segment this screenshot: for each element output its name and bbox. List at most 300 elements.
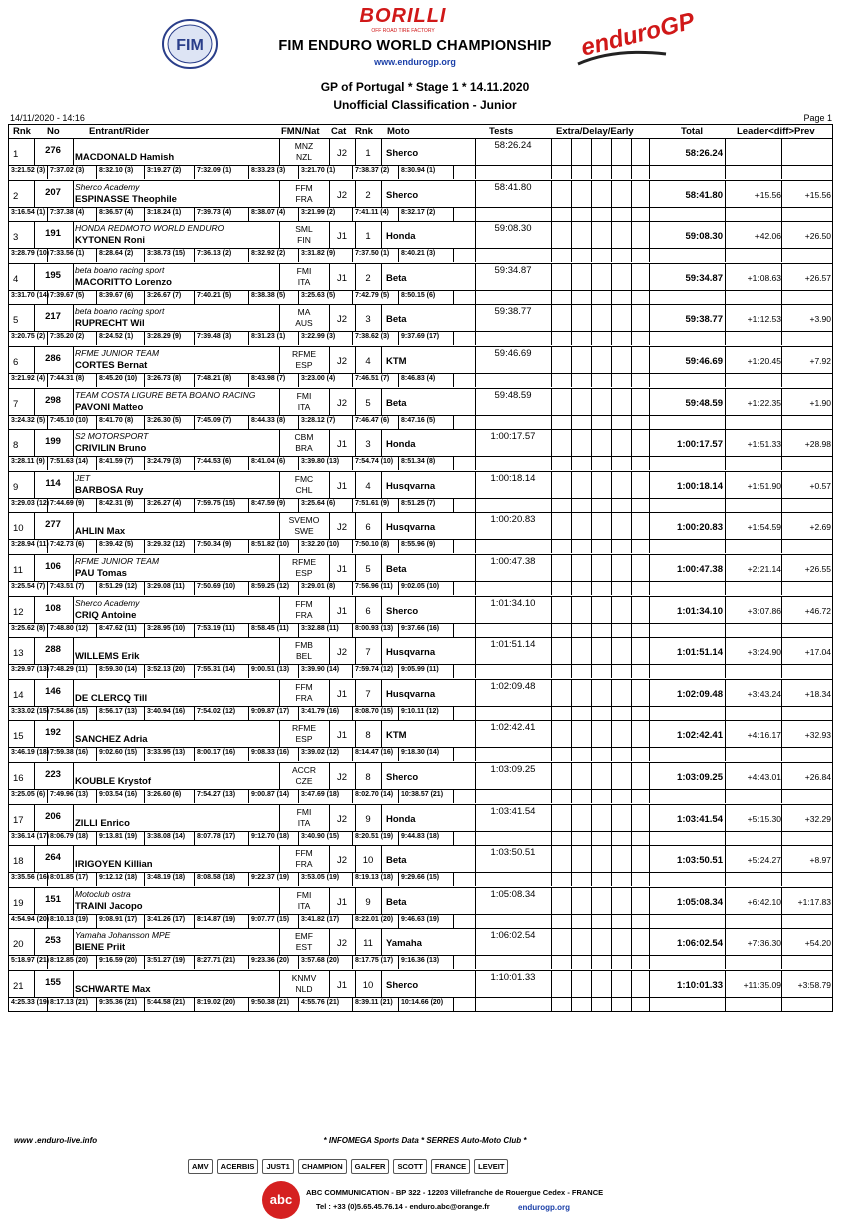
championship-title: FIM ENDURO WORLD CHAMPIONSHIP xyxy=(278,38,552,54)
column-divider xyxy=(571,581,572,595)
split-time: 8:56.17 (13) xyxy=(99,707,138,715)
fmn-code: EMF xyxy=(295,931,313,942)
column-divider xyxy=(34,971,35,997)
column-divider xyxy=(591,680,592,706)
split-time: 3:41.79 (16) xyxy=(301,707,340,715)
split-time: 3:28.12 (7) xyxy=(301,416,336,424)
column-divider xyxy=(47,415,48,429)
column-divider xyxy=(551,373,552,387)
column-divider xyxy=(571,664,572,678)
column-divider xyxy=(398,456,399,470)
column-divider xyxy=(475,997,476,1011)
column-divider xyxy=(298,331,299,345)
column-divider xyxy=(352,664,353,678)
column-divider xyxy=(725,305,726,331)
column-divider xyxy=(475,664,476,678)
category-cell: J2 xyxy=(336,647,348,659)
column-divider xyxy=(781,222,782,248)
column-divider xyxy=(611,747,612,761)
split-times-line xyxy=(9,456,832,470)
column-divider xyxy=(725,222,726,248)
column-divider xyxy=(248,290,249,304)
sponsor-logo: JUST1 xyxy=(262,1159,293,1174)
split-time: 9:09.87 (17) xyxy=(251,707,290,715)
split-time: 8:07.78 (17) xyxy=(197,832,236,840)
column-divider xyxy=(551,929,552,955)
fmn-code: FMB xyxy=(295,640,313,651)
column-divider xyxy=(96,747,97,761)
rank-cell: 6 xyxy=(13,356,19,368)
column-divider xyxy=(571,539,572,553)
column-divider xyxy=(96,831,97,845)
split-time: 7:44.69 (9) xyxy=(50,499,85,507)
rider-name: KOUBLE Krystof xyxy=(75,775,152,787)
column-divider xyxy=(475,331,476,345)
column-divider xyxy=(551,139,552,165)
column-divider xyxy=(398,498,399,512)
split-time: 4:55.76 (21) xyxy=(301,998,340,1006)
column-divider xyxy=(475,539,476,553)
column-divider xyxy=(611,415,612,429)
result-main-line xyxy=(9,513,832,540)
column-divider xyxy=(96,997,97,1011)
column-divider xyxy=(781,789,782,803)
column-divider xyxy=(571,139,572,165)
split-time: 8:42.31 (9) xyxy=(99,499,134,507)
result-main-line xyxy=(9,721,832,748)
column-divider xyxy=(781,831,782,845)
column-divider xyxy=(329,638,330,664)
column-divider xyxy=(649,706,650,720)
nation-code: FRA xyxy=(295,859,313,870)
header-fmn: FMN/Nat xyxy=(281,126,320,137)
column-divider xyxy=(725,264,726,290)
category-cell: J2 xyxy=(336,855,348,867)
tests-time: 1:00:18.14 xyxy=(490,472,536,484)
column-divider xyxy=(73,680,74,706)
svg-text:FIM: FIM xyxy=(176,37,204,54)
category-cell: J1 xyxy=(336,480,348,492)
split-time: 3:29.32 (12) xyxy=(147,541,186,549)
tests-time: 59:08.30 xyxy=(494,223,532,235)
borilli-tagline: OFF ROAD TIRE FACTORY xyxy=(371,28,435,34)
table-row xyxy=(8,222,833,264)
column-divider xyxy=(551,181,552,207)
category-rank-cell: 7 xyxy=(365,647,371,659)
column-divider xyxy=(725,623,726,637)
nation-code: FRA xyxy=(295,692,313,703)
split-times-line xyxy=(9,789,832,803)
result-main-line xyxy=(9,264,832,291)
column-divider xyxy=(329,929,330,955)
column-divider xyxy=(591,264,592,290)
column-divider xyxy=(571,347,572,373)
column-divider xyxy=(611,264,612,290)
split-time: 8:12.85 (20) xyxy=(50,957,89,965)
column-divider xyxy=(248,914,249,928)
column-divider xyxy=(725,331,726,345)
column-divider xyxy=(611,347,612,373)
column-divider xyxy=(591,955,592,969)
table-row xyxy=(8,971,833,1013)
column-divider xyxy=(453,373,454,387)
column-divider xyxy=(591,290,592,304)
column-divider xyxy=(47,789,48,803)
column-divider xyxy=(34,888,35,914)
column-divider xyxy=(781,888,782,914)
split-time: 8:41.59 (7) xyxy=(99,458,134,466)
column-divider xyxy=(398,165,399,179)
column-divider xyxy=(591,706,592,720)
tests-time: 1:01:34.10 xyxy=(490,597,536,609)
total-time: 1:02:09.48 xyxy=(677,688,723,700)
tests-time: 1:02:42.41 xyxy=(490,722,536,734)
category-cell: J1 xyxy=(336,439,348,451)
number-cell: 207 xyxy=(45,186,61,198)
split-time: 8:41.70 (8) xyxy=(99,416,134,424)
column-divider xyxy=(352,955,353,969)
rank-cell: 3 xyxy=(13,232,19,244)
column-divider xyxy=(475,888,476,914)
split-time: 7:43.51 (7) xyxy=(50,582,85,590)
rank-cell: 15 xyxy=(13,731,24,743)
column-divider xyxy=(355,805,356,831)
column-divider xyxy=(591,373,592,387)
table-header xyxy=(8,124,833,139)
column-divider xyxy=(329,181,330,207)
column-divider xyxy=(571,805,572,831)
column-divider xyxy=(591,139,592,165)
column-divider xyxy=(611,373,612,387)
column-divider xyxy=(631,971,632,997)
column-divider xyxy=(551,415,552,429)
column-divider xyxy=(611,181,612,207)
split-times-line xyxy=(9,373,832,387)
rider-name: CORTES Bernat xyxy=(75,359,148,371)
column-divider xyxy=(725,597,726,623)
moto-brand: Beta xyxy=(386,314,407,326)
category-rank-cell: 6 xyxy=(365,605,371,617)
column-divider xyxy=(591,165,592,179)
column-divider xyxy=(631,139,632,165)
split-time: 8:30.94 (1) xyxy=(401,167,436,174)
split-time: 3:21.99 (2) xyxy=(301,208,336,216)
total-time: 59:08.30 xyxy=(685,231,723,243)
column-divider xyxy=(298,706,299,720)
split-time: 9:08.91 (17) xyxy=(99,915,138,923)
column-divider xyxy=(551,207,552,221)
column-divider xyxy=(571,763,572,789)
category-rank-cell: 3 xyxy=(365,314,371,326)
split-time: 9:12.70 (18) xyxy=(251,832,290,840)
column-divider xyxy=(725,165,726,179)
column-divider xyxy=(571,597,572,623)
column-divider xyxy=(571,997,572,1011)
column-divider xyxy=(47,456,48,470)
split-time: 8:19.02 (20) xyxy=(197,998,236,1006)
column-divider xyxy=(591,872,592,886)
column-divider xyxy=(591,498,592,512)
column-divider xyxy=(34,638,35,664)
split-time: 9:05.99 (11) xyxy=(401,666,439,674)
leader-diff: +7:36.30 xyxy=(747,938,781,949)
leader-diff: +1:08.63 xyxy=(747,272,781,283)
fmn-nat-cell xyxy=(279,973,329,995)
column-divider xyxy=(298,623,299,637)
fmn-nat-cell xyxy=(279,224,329,246)
column-divider xyxy=(34,721,35,747)
column-divider xyxy=(725,290,726,304)
sponsor-logos xyxy=(188,1155,628,1177)
split-time: 7:49.96 (13) xyxy=(50,790,89,798)
column-divider xyxy=(571,513,572,539)
column-divider xyxy=(781,747,782,761)
split-time: 10:14.66 (20) xyxy=(401,998,444,1006)
column-divider xyxy=(781,555,782,581)
moto-brand: Honda xyxy=(386,813,416,825)
column-divider xyxy=(611,139,612,165)
table-row xyxy=(8,472,833,514)
split-times-line xyxy=(9,248,832,262)
team-name: Sherco Academy xyxy=(75,597,140,608)
column-divider xyxy=(381,513,382,539)
result-main-line xyxy=(9,971,832,998)
column-divider xyxy=(475,763,476,789)
nation-code: NLD xyxy=(295,983,313,994)
moto-brand: Sherco xyxy=(386,148,419,159)
header-total: Total xyxy=(681,126,703,137)
column-divider xyxy=(194,997,195,1011)
column-divider xyxy=(591,389,592,415)
fmn-nat-cell xyxy=(279,807,329,829)
results-table xyxy=(8,124,833,1012)
fmn-nat-cell xyxy=(279,557,329,579)
column-divider xyxy=(571,472,572,498)
column-divider xyxy=(47,207,48,221)
prev-diff: +32.93 xyxy=(804,730,831,741)
column-divider xyxy=(329,139,330,165)
column-divider xyxy=(591,331,592,345)
table-row xyxy=(8,638,833,680)
column-divider xyxy=(551,789,552,803)
column-divider xyxy=(631,430,632,456)
total-time: 1:03:50.51 xyxy=(677,855,723,867)
split-time: 9:29.66 (15) xyxy=(401,874,440,882)
fmn-nat-cell xyxy=(279,515,329,537)
split-time: 4:25.33 (19) xyxy=(11,998,50,1006)
split-time: 3:24.79 (3) xyxy=(147,458,182,466)
column-divider xyxy=(591,789,592,803)
column-divider xyxy=(475,430,476,456)
total-time: 59:46.69 xyxy=(685,355,723,367)
prev-diff: +26.50 xyxy=(804,231,831,242)
split-time: 7:56.96 (11) xyxy=(355,582,393,590)
leader-diff: +4:43.01 xyxy=(747,771,781,782)
split-time: 9:50.38 (21) xyxy=(251,998,290,1006)
split-time: 3:25.64 (6) xyxy=(301,499,336,507)
rider-name: SANCHEZ Adria xyxy=(75,734,148,746)
column-divider xyxy=(453,914,454,928)
category-cell: J2 xyxy=(336,771,348,783)
column-divider xyxy=(631,264,632,290)
column-divider xyxy=(591,831,592,845)
column-divider xyxy=(194,207,195,221)
split-time: 3:20.75 (2) xyxy=(11,333,46,341)
column-divider xyxy=(73,888,74,914)
prev-diff: +46.72 xyxy=(804,605,831,616)
number-cell: 155 xyxy=(45,976,61,988)
column-divider xyxy=(475,581,476,595)
column-divider xyxy=(591,581,592,595)
column-divider xyxy=(781,472,782,498)
split-time: 8:27.71 (21) xyxy=(197,957,236,965)
category-rank-cell: 10 xyxy=(362,855,374,867)
column-divider xyxy=(591,846,592,872)
column-divider xyxy=(649,623,650,637)
column-divider xyxy=(571,181,572,207)
split-times-line xyxy=(9,415,832,429)
prev-diff: +17.04 xyxy=(804,647,831,658)
column-divider xyxy=(551,290,552,304)
column-divider xyxy=(194,415,195,429)
table-row xyxy=(8,264,833,306)
column-divider xyxy=(398,331,399,345)
endurogp-logo xyxy=(574,7,698,70)
column-divider xyxy=(96,415,97,429)
split-time: 3:40.90 (15) xyxy=(301,832,340,840)
column-divider xyxy=(591,597,592,623)
column-divider xyxy=(248,664,249,678)
tests-time: 59:46.69 xyxy=(494,347,532,359)
column-divider xyxy=(453,789,454,803)
fmn-nat-cell xyxy=(279,391,329,413)
category-rank-cell: 1 xyxy=(365,148,371,159)
split-time: 7:48.21 (8) xyxy=(197,374,232,382)
column-divider xyxy=(591,997,592,1011)
split-time: 3:26.73 (8) xyxy=(147,374,182,382)
column-divider xyxy=(611,623,612,637)
column-divider xyxy=(781,929,782,955)
leader-diff: +6:42.10 xyxy=(747,896,781,907)
column-divider xyxy=(551,248,552,262)
column-divider xyxy=(398,373,399,387)
column-divider xyxy=(551,706,552,720)
column-divider xyxy=(781,597,782,623)
column-divider xyxy=(144,623,145,637)
rank-cell: 18 xyxy=(13,856,24,868)
column-divider xyxy=(631,181,632,207)
column-divider xyxy=(96,498,97,512)
split-time: 7:54.86 (15) xyxy=(50,707,89,715)
column-divider xyxy=(781,264,782,290)
fmn-code: KNMV xyxy=(291,972,317,983)
category-rank-cell: 8 xyxy=(365,730,371,742)
result-main-line xyxy=(9,680,832,707)
split-time: 7:38.37 (2) xyxy=(355,167,390,174)
column-divider xyxy=(571,623,572,637)
table-row xyxy=(8,181,833,223)
result-main-line xyxy=(9,181,832,208)
column-divider xyxy=(725,456,726,470)
column-divider xyxy=(591,347,592,373)
column-divider xyxy=(381,597,382,623)
column-divider xyxy=(725,207,726,221)
column-divider xyxy=(248,248,249,262)
number-cell: 114 xyxy=(45,477,61,489)
column-divider xyxy=(194,456,195,470)
column-divider xyxy=(631,680,632,706)
column-divider xyxy=(781,638,782,664)
column-divider xyxy=(781,623,782,637)
column-divider xyxy=(781,248,782,262)
split-time: 3:53.05 (19) xyxy=(301,874,340,882)
column-divider xyxy=(475,638,476,664)
column-divider xyxy=(631,805,632,831)
split-time: 7:36.13 (2) xyxy=(197,250,232,258)
column-divider xyxy=(398,997,399,1011)
column-divider xyxy=(649,373,650,387)
column-divider xyxy=(194,623,195,637)
column-divider xyxy=(611,706,612,720)
column-divider xyxy=(591,888,592,914)
column-divider xyxy=(298,207,299,221)
column-divider xyxy=(631,222,632,248)
prev-diff: +26.55 xyxy=(804,563,831,574)
fim-logo xyxy=(160,18,220,70)
column-divider xyxy=(649,415,650,429)
column-divider xyxy=(781,763,782,789)
number-cell: 288 xyxy=(45,644,61,656)
column-divider xyxy=(96,872,97,886)
total-time: 1:00:20.83 xyxy=(677,522,723,534)
split-time: 9:08.33 (16) xyxy=(251,749,290,757)
column-divider xyxy=(475,872,476,886)
nation-code: BRA xyxy=(295,443,313,454)
column-divider xyxy=(355,222,356,248)
column-divider xyxy=(631,347,632,373)
split-time: 3:38.73 (15) xyxy=(147,250,186,258)
column-divider xyxy=(611,597,612,623)
total-time: 1:05:08.34 xyxy=(677,896,723,908)
column-divider xyxy=(194,373,195,387)
split-time: 7:59.75 (15) xyxy=(197,499,236,507)
split-time: 3:38.08 (14) xyxy=(147,832,186,840)
moto-brand: Sherco xyxy=(386,979,419,991)
split-time: 3:23.00 (4) xyxy=(301,374,336,382)
split-time: 3:39.80 (13) xyxy=(301,458,340,466)
column-divider xyxy=(381,139,382,165)
column-divider xyxy=(398,747,399,761)
column-divider xyxy=(475,831,476,845)
prev-diff: +18.34 xyxy=(804,688,831,699)
split-time: 3:21.92 (4) xyxy=(11,374,46,382)
column-divider xyxy=(591,415,592,429)
rank-cell: 2 xyxy=(13,190,19,202)
column-divider xyxy=(611,472,612,498)
column-divider xyxy=(591,763,592,789)
column-divider xyxy=(551,971,552,997)
column-divider xyxy=(329,513,330,539)
split-time: 3:31.82 (9) xyxy=(301,250,336,258)
category-rank-cell: 5 xyxy=(365,563,371,575)
total-time: 59:38.77 xyxy=(685,314,723,326)
column-divider xyxy=(475,789,476,803)
column-divider xyxy=(398,872,399,886)
column-divider xyxy=(352,415,353,429)
header-extra: Extra/Delay/Early xyxy=(556,126,634,137)
moto-brand: Beta xyxy=(386,855,407,867)
split-time: 7:50.69 (10) xyxy=(197,582,236,590)
